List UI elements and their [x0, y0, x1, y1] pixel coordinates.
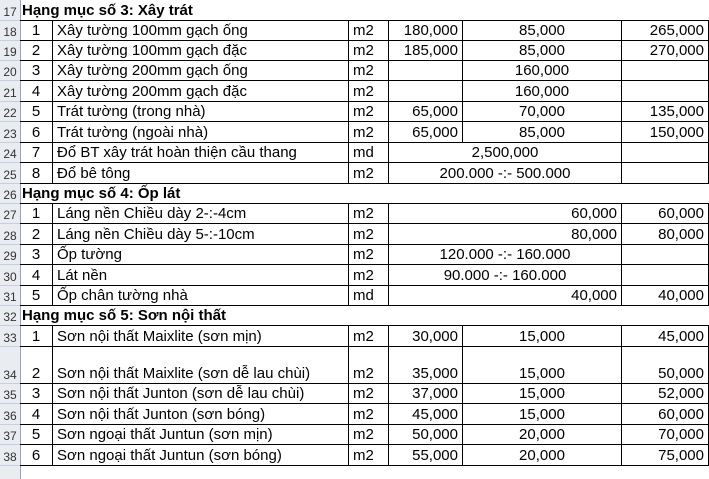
section-title-cell[interactable]: Hạng mục số 5: Sơn nội thất — [22, 307, 227, 324]
row-number[interactable]: 33 — [0, 326, 20, 347]
unit-cell[interactable]: m2 — [349, 425, 389, 444]
labor-price-cell[interactable]: 20,000 — [463, 425, 622, 444]
merged-price-cell[interactable]: 200.000 -:- 500.000 — [389, 163, 622, 183]
row-number[interactable]: 21 — [0, 81, 20, 102]
table-row — [0, 122, 709, 143]
unit-cell[interactable]: m2 — [349, 21, 389, 40]
unit-cell[interactable]: m2 — [349, 445, 389, 465]
total-price-cell[interactable]: 40,000 — [622, 286, 709, 305]
unit-cell[interactable]: m2 — [349, 326, 389, 346]
unit-cell[interactable]: md — [349, 143, 389, 162]
item-name-cell[interactable]: Xây tường 100mm gạch đặc — [53, 41, 349, 60]
item-name-cell[interactable]: Sơn ngoại thất Juntun (sơn mịn) — [53, 425, 349, 444]
row-number[interactable]: 22 — [0, 102, 20, 122]
row-number[interactable]: 37 — [0, 425, 20, 445]
table-row — [0, 384, 709, 404]
material-price-cell[interactable] — [389, 61, 463, 80]
row-cells — [20, 425, 709, 445]
labor-price-cell[interactable]: 15,000 — [463, 347, 622, 383]
row-number[interactable]: 26 — [0, 184, 20, 204]
total-price-cell[interactable] — [622, 265, 709, 285]
labor-price-cell[interactable]: 160,000 — [463, 61, 622, 80]
row-number[interactable]: 27 — [0, 204, 20, 224]
total-price-cell[interactable] — [622, 81, 709, 101]
table-row — [0, 143, 709, 163]
item-name-cell[interactable]: Sơn nội thất Junton (sơn dễ lau chùi) — [53, 384, 349, 403]
total-price-cell[interactable] — [622, 163, 709, 183]
table-row — [0, 184, 709, 204]
unit-cell[interactable]: m2 — [349, 347, 389, 383]
total-price-cell[interactable]: 60,000 — [622, 404, 709, 424]
item-name-cell[interactable]: Sơn nội thất Maixlite (sơn dễ lau chùi) — [53, 347, 349, 383]
row-cells — [20, 286, 709, 306]
item-name-cell[interactable]: Láng nền Chiều dày 5-:-10cm — [53, 224, 349, 244]
table-row — [0, 347, 709, 384]
item-name-cell[interactable]: Sơn ngoại thất Juntun (sơn bóng) — [53, 445, 349, 465]
row-number[interactable]: 23 — [0, 122, 20, 143]
stt-cell[interactable]: 4 — [20, 404, 53, 424]
row-cells — [20, 204, 709, 224]
table-row — [0, 245, 709, 265]
table-row — [0, 41, 709, 61]
row-cells — [20, 245, 709, 265]
row-number[interactable]: 17 — [0, 0, 20, 21]
total-price-cell[interactable]: 75,000 — [622, 445, 709, 465]
row-cells — [20, 122, 709, 143]
item-name-cell[interactable]: Xây tường 100mm gạch ống — [53, 21, 349, 40]
material-price-cell[interactable]: 45,000 — [389, 404, 463, 424]
labor-price-cell[interactable]: 85,000 — [463, 122, 622, 142]
item-name-cell[interactable]: Trát tường (ngoài nhà) — [53, 122, 349, 142]
table-row — [0, 21, 709, 41]
item-name-cell[interactable]: Sơn nội thất Junton (sơn bóng) — [53, 404, 349, 424]
unit-cell[interactable]: m2 — [349, 204, 389, 223]
row-cells — [20, 163, 709, 184]
stt-cell[interactable]: 2 — [20, 41, 53, 60]
row-number[interactable]: 19 — [0, 41, 20, 61]
unit-cell[interactable]: m2 — [349, 122, 389, 142]
row-cells — [20, 81, 709, 102]
table-row — [0, 163, 709, 184]
total-price-cell[interactable] — [622, 143, 709, 162]
row-number[interactable]: 25 — [0, 163, 20, 184]
table-row — [0, 445, 709, 466]
item-name-cell[interactable]: Sơn nội thất Maixlite (sơn mịn) — [53, 326, 349, 346]
item-name-cell[interactable]: Ốp tường — [53, 245, 349, 264]
table-row — [0, 265, 709, 286]
row-cells — [20, 347, 709, 384]
stt-cell[interactable]: 1 — [20, 204, 53, 223]
labor-price-cell[interactable]: 20,000 — [463, 445, 622, 465]
item-name-cell[interactable]: Xây tường 200mm gạch đặc — [53, 81, 349, 101]
row-number[interactable]: 18 — [0, 21, 20, 41]
row-cells — [20, 0, 709, 21]
labor-price-cell[interactable]: 85,000 — [463, 21, 622, 40]
row-cells — [20, 41, 709, 61]
row-cells — [20, 306, 709, 326]
row-cells — [20, 326, 709, 347]
total-price-cell[interactable]: 45,000 — [622, 326, 709, 346]
stt-cell[interactable]: 5 — [20, 425, 53, 444]
table-row — [0, 81, 709, 102]
stt-cell[interactable]: 1 — [20, 326, 53, 346]
row-number[interactable]: 34 — [0, 347, 20, 384]
unit-cell[interactable]: m2 — [349, 163, 389, 183]
row-cells — [20, 143, 709, 163]
total-price-cell[interactable]: 270,000 — [622, 41, 709, 60]
item-name-cell[interactable]: Láng nền Chiều dày 2-:-4cm — [53, 204, 349, 223]
row-cells — [20, 224, 709, 245]
row-number[interactable]: 36 — [0, 404, 20, 425]
material-price-cell[interactable]: 55,000 — [389, 445, 463, 465]
unit-cell[interactable]: m2 — [349, 245, 389, 264]
material-price-cell[interactable]: 65,000 — [389, 102, 463, 121]
stt-cell[interactable]: 2 — [20, 224, 53, 244]
table-row — [0, 306, 709, 326]
unit-cell[interactable]: m2 — [349, 61, 389, 80]
row-cells — [20, 102, 709, 122]
row-cells — [20, 184, 709, 204]
material-price-cell[interactable]: 180,000 — [389, 21, 463, 40]
material-price-cell[interactable]: 50,000 — [389, 425, 463, 444]
labor-price-cell[interactable]: 60,000 — [389, 204, 622, 223]
row-number[interactable]: 38 — [0, 445, 20, 466]
labor-price-cell[interactable]: 85,000 — [463, 41, 622, 60]
labor-price-cell[interactable]: 70,000 — [463, 102, 622, 121]
total-price-cell[interactable]: 80,000 — [622, 224, 709, 244]
row-number[interactable]: 20 — [0, 61, 20, 81]
unit-cell[interactable]: m2 — [349, 404, 389, 424]
stt-cell[interactable]: 6 — [20, 445, 53, 465]
total-price-cell[interactable] — [622, 61, 709, 80]
total-price-cell[interactable]: 135,000 — [622, 102, 709, 121]
stt-cell[interactable]: 4 — [20, 265, 53, 285]
item-name-cell[interactable]: Lát nền — [53, 265, 349, 285]
unit-cell[interactable]: m2 — [349, 41, 389, 60]
labor-price-cell[interactable]: 15,000 — [463, 326, 622, 346]
stt-cell[interactable]: 7 — [20, 143, 53, 162]
stt-cell[interactable]: 5 — [20, 102, 53, 121]
total-price-cell[interactable]: 50,000 — [622, 347, 709, 383]
total-price-cell[interactable]: 150,000 — [622, 122, 709, 142]
unit-cell[interactable]: m2 — [349, 265, 389, 285]
table-row — [0, 404, 709, 425]
merged-price-cell[interactable]: 2,500,000 — [389, 143, 622, 162]
row-cells — [20, 384, 709, 404]
table-row — [0, 425, 709, 445]
table-row — [0, 61, 709, 81]
stt-cell[interactable]: 6 — [20, 122, 53, 142]
row-cells — [20, 265, 709, 286]
stt-cell[interactable]: 8 — [20, 163, 53, 183]
material-price-cell[interactable] — [389, 81, 463, 101]
labor-price-cell[interactable]: 40,000 — [389, 286, 622, 305]
total-price-cell[interactable] — [622, 245, 709, 264]
merged-price-cell[interactable]: 90.000 -:- 160.000 — [389, 265, 622, 285]
row-cells — [20, 445, 709, 466]
section-title-cell[interactable]: Hạng mục số 4: Ốp lát — [22, 185, 181, 202]
item-name-cell[interactable]: Ốp chân tường nhà — [53, 286, 349, 305]
labor-price-cell[interactable]: 15,000 — [463, 384, 622, 403]
row-number[interactable]: 28 — [0, 224, 20, 245]
row-number[interactable]: 30 — [0, 265, 20, 286]
stt-cell[interactable]: 3 — [20, 245, 53, 264]
material-price-cell[interactable]: 185,000 — [389, 41, 463, 60]
item-name-cell[interactable]: Xây tường 200mm gạch ống — [53, 61, 349, 80]
table-row — [0, 224, 709, 245]
table-row — [0, 326, 709, 347]
labor-price-cell[interactable]: 80,000 — [389, 224, 622, 244]
stt-cell[interactable]: 3 — [20, 61, 53, 80]
item-name-cell[interactable]: Trát tường (trong nhà) — [53, 102, 349, 121]
stt-cell[interactable]: 1 — [20, 21, 53, 40]
stt-cell[interactable]: 3 — [20, 384, 53, 403]
stt-cell[interactable]: 4 — [20, 81, 53, 101]
row-number[interactable]: 35 — [0, 384, 20, 404]
material-price-cell[interactable]: 65,000 — [389, 122, 463, 142]
total-price-cell[interactable]: 52,000 — [622, 384, 709, 403]
unit-cell[interactable]: m2 — [349, 81, 389, 101]
unit-cell[interactable]: md — [349, 286, 389, 305]
labor-price-cell[interactable]: 160,000 — [463, 81, 622, 101]
unit-cell[interactable]: m2 — [349, 102, 389, 121]
row-cells — [20, 21, 709, 41]
item-name-cell[interactable]: Đổ bê tông — [53, 163, 349, 183]
stt-cell[interactable]: 2 — [20, 347, 53, 383]
table-row — [0, 0, 709, 21]
unit-cell[interactable]: m2 — [349, 384, 389, 403]
row-number[interactable]: 24 — [0, 143, 20, 163]
row-number[interactable]: 31 — [0, 286, 20, 306]
total-price-cell[interactable]: 60,000 — [622, 204, 709, 223]
material-price-cell[interactable]: 37,000 — [389, 384, 463, 403]
row-cells — [20, 61, 709, 81]
item-name-cell[interactable]: Đổ BT xây trát hoàn thiện cầu thang — [53, 143, 349, 162]
table-row — [0, 286, 709, 306]
total-price-cell[interactable]: 70,000 — [622, 425, 709, 444]
row-cells — [20, 404, 709, 425]
stt-cell[interactable]: 5 — [20, 286, 53, 305]
merged-price-cell[interactable]: 120.000 -:- 160.000 — [389, 245, 622, 264]
total-price-cell[interactable]: 265,000 — [622, 21, 709, 40]
row-number[interactable]: 29 — [0, 245, 20, 265]
row-number[interactable]: 32 — [0, 306, 20, 326]
table-row — [0, 204, 709, 224]
table-row — [0, 102, 709, 122]
unit-cell[interactable]: m2 — [349, 224, 389, 244]
material-price-cell[interactable]: 30,000 — [389, 326, 463, 346]
section-title-cell[interactable]: Hạng mục số 3: Xây trát — [22, 2, 193, 19]
material-price-cell[interactable]: 35,000 — [389, 347, 463, 383]
labor-price-cell[interactable]: 15,000 — [463, 404, 622, 424]
